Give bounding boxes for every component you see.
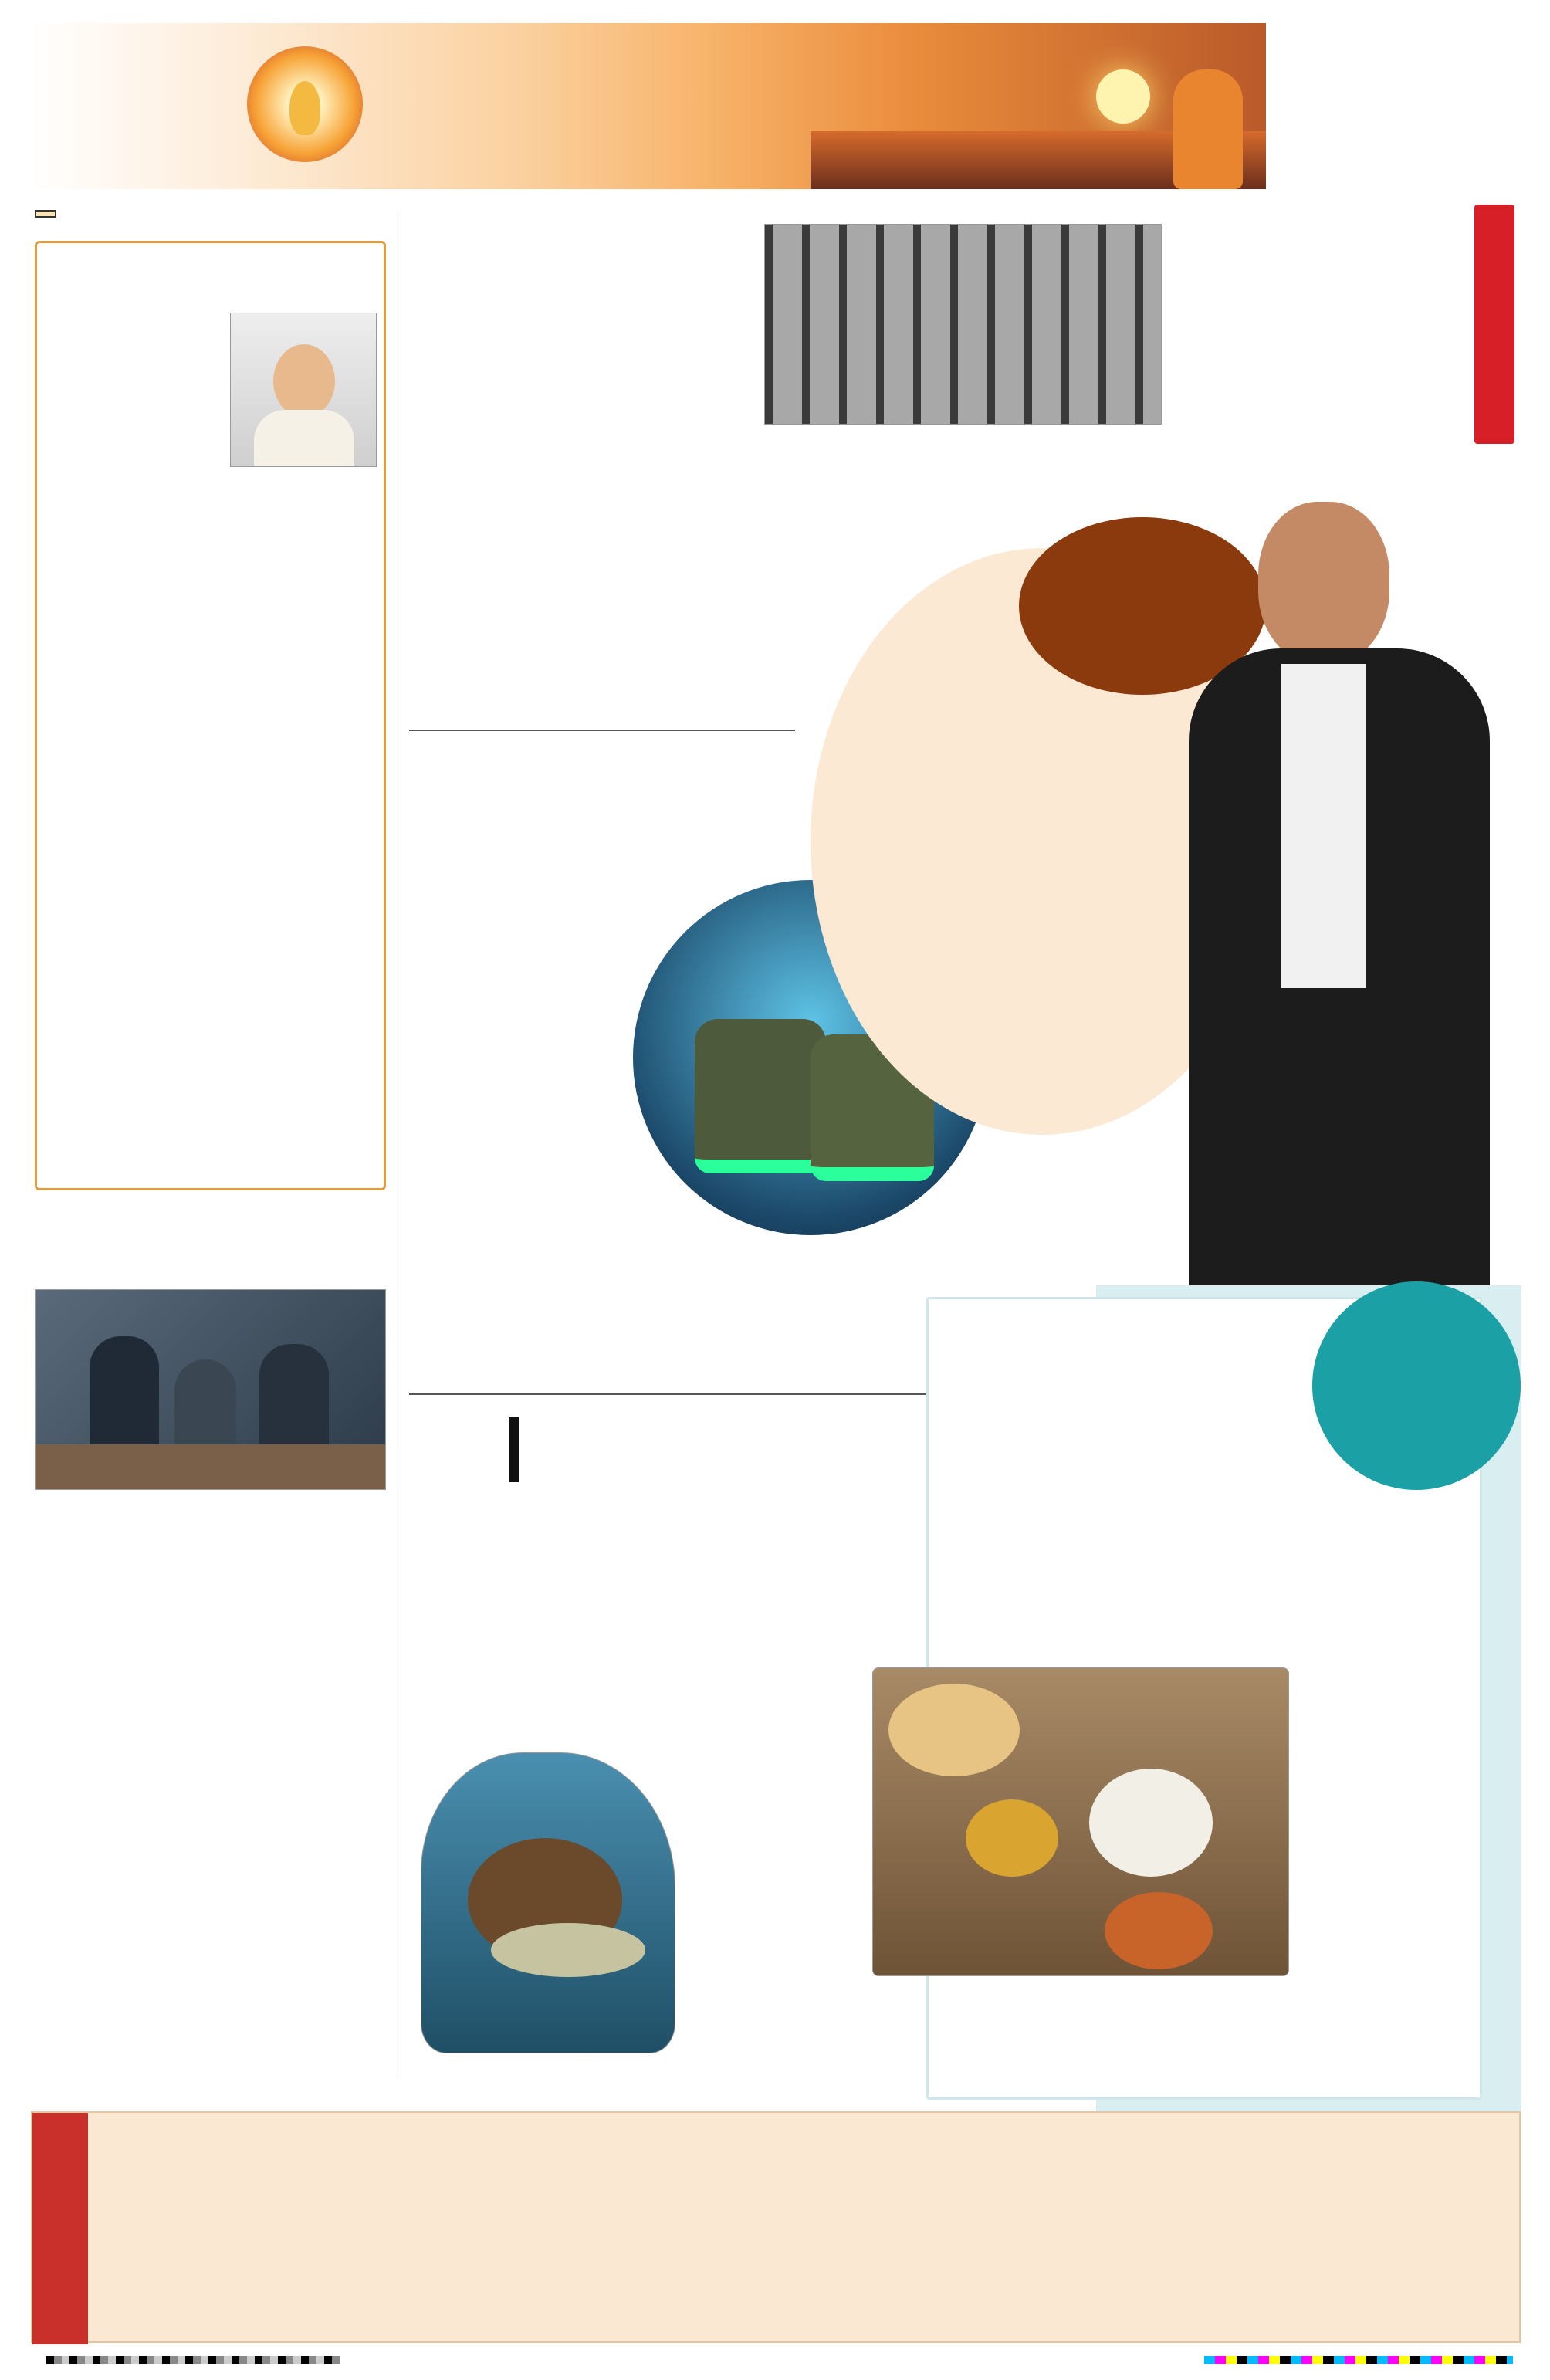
section-rule (409, 730, 795, 731)
sun-icon (1096, 69, 1150, 124)
otter-photo (421, 1752, 675, 2053)
tshirt-shape (1281, 664, 1366, 988)
food-vastu-circle (1312, 1281, 1521, 1490)
remembrance-box (35, 241, 386, 1190)
food-bullets-top (938, 1602, 1478, 1664)
curry-bowl-shape (1105, 1892, 1213, 1969)
prison-bars-photo (764, 224, 1162, 425)
page-header (31, 23, 1521, 189)
face-shape (1258, 502, 1389, 664)
section-tag (35, 210, 56, 218)
on-this-day-tab (1474, 205, 1514, 444)
fish-shape (491, 1923, 645, 1977)
kicker-divider (509, 1417, 519, 1482)
horoscope-section (31, 2111, 1521, 2343)
table-shape (36, 1444, 386, 1490)
horoscope-label (32, 2113, 88, 2344)
float-spacer (224, 313, 378, 471)
akshay-photo (1158, 471, 1513, 1285)
on-this-day-list (1181, 220, 1459, 452)
print-color-bar (1204, 2356, 1513, 2364)
thali-photo (872, 1667, 1289, 1976)
food-intro (957, 1316, 1305, 1594)
section-rule (409, 1393, 1011, 1395)
remembrance-body (46, 313, 378, 1181)
woman-figure-image (1173, 69, 1243, 189)
appointment-body (35, 1571, 386, 2080)
food-bullets-side (1297, 1660, 1490, 2100)
roti-shape (888, 1684, 1020, 1776)
print-registration-bar (46, 2356, 340, 2364)
fishing-body-continued (679, 1644, 857, 2077)
praying-hands-logo-icon (247, 46, 363, 162)
crime-body-left (409, 287, 753, 719)
fishing-body (409, 1494, 1011, 1633)
dal-bowl-shape (966, 1799, 1058, 1877)
shoes-body (409, 888, 633, 1297)
office-meeting-photo (35, 1289, 386, 1490)
rice-shape (1089, 1769, 1213, 1877)
shoe-shape (695, 1019, 826, 1173)
shoes-body-continued (409, 1305, 996, 1420)
